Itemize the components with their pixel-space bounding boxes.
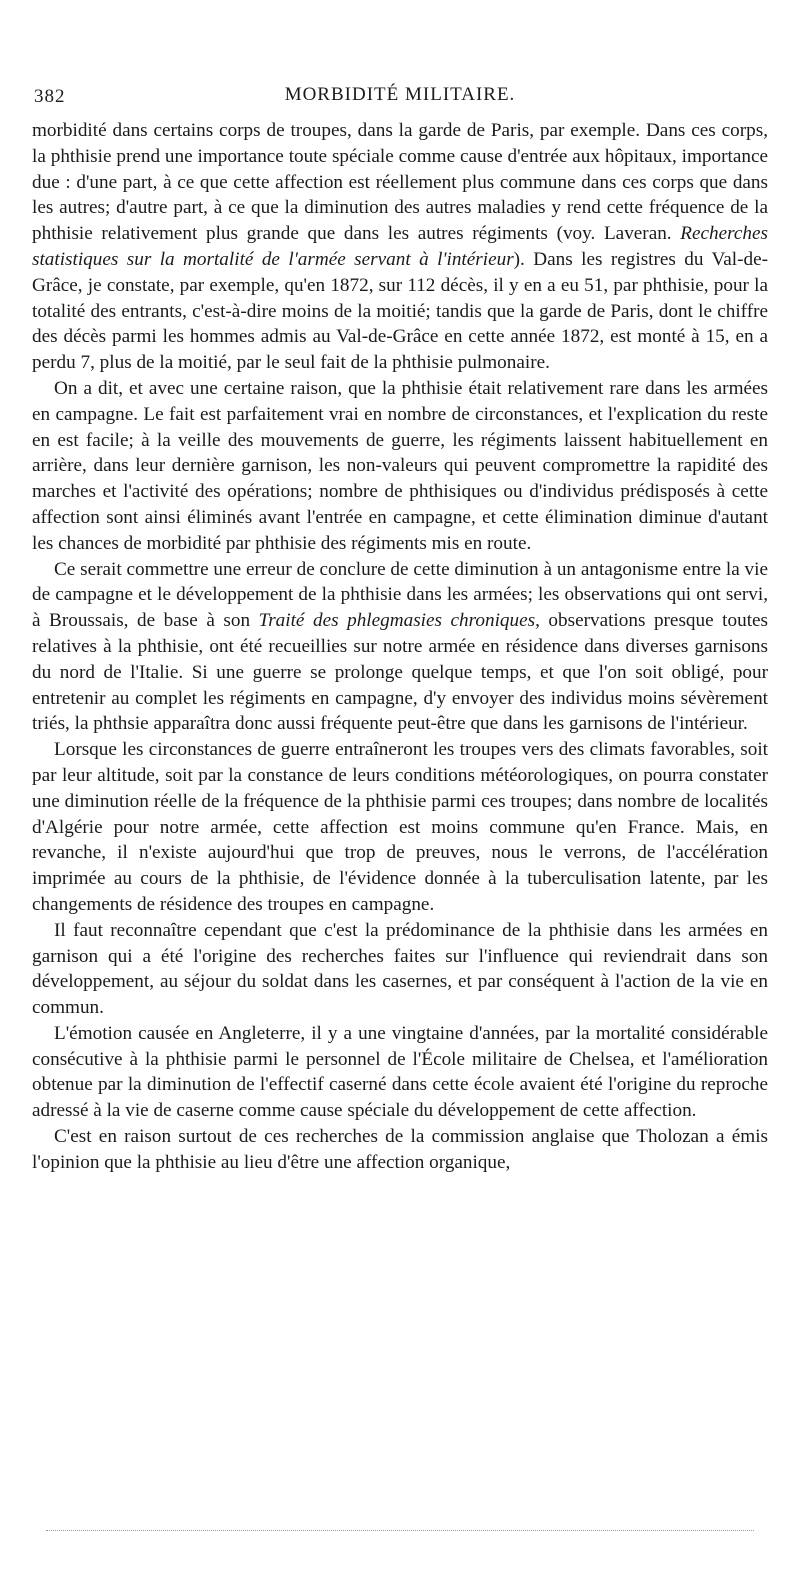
paragraph: L'émotion causée en Angleterre, il y a une vingtaine d'années, par la mortalité considérable consécutive à la phthisie parmi le personnel de l'École militaire de Chelsea, et l'amélioration obtenue par la diminution de l'effectif caserné dans cette école avaient été l'origine du reproche adressé à la vie de caserne comme cause spéciale du développement de cette affection. (32, 1022, 768, 1122)
paragraph: Il faut reconnaître cependant que c'est la prédominance de la phthisie dans les armées en garnison qui a été l'origine des recherches faites sur l'influence qui reviendrait dans son développement, au séjour du soldat dans les casernes, et par conséquent à l'action de la vie en commun. (32, 919, 768, 1019)
paragraph: On a dit, et avec une certaine raison, que la phthisie était relativement rare dans les armées en campagne. Le fait est parfaitement vrai en nombre de circonstances, et l'explication du reste en est facile; à la veille des mouvements de guerre, les régiments laissent habituellement en arrière, dans leur dernière garnison, les non-valeurs qui peuvent compromettre la rapidité des marches et l'activité des opérations; nombre de phthisiques ou d'individus prédisposés à cette affection sont ainsi éliminés avant l'entrée en campagne, et cette élimination diminue d'autant les chances de morbidité par phthisie des régiments mis en route. (32, 377, 768, 554)
paragraph: C'est en raison surtout de ces recherches de la commission anglaise que Tholozan a émis l'opinion que la phthisie au lieu d'être une affection organique, (32, 1126, 768, 1173)
running-title: MORBIDITÉ MILITAIRE. (284, 84, 516, 105)
paragraph: Ce serait commettre une erreur de conclure de cette diminution à un antagonisme entre la vie de campagne et le développement de la phthisie dans les armées; les observations qui ont servi, à Broussais, de base à son Traité des phlegmasies chroniques, observations presque toutes relatives à la phthisie, ont été recueillies sur notre armée en résidence dans diverses garnisons du nord de l'Italie. Si une guerre se prolonge quelque temps, et que l'on soit obligé, pour entretenir au complet les régiments en campagne, d'y envoyer des individus moins sévèrement triés, la phthsie apparaîtra donc aussi fréquente peut-être que dans les garnisons de l'intérieur. (32, 558, 769, 735)
footer-rule (46, 1530, 754, 1531)
page-header (32, 78, 768, 118)
paragraph: morbidité dans certains corps de troupes, dans la garde de Paris, par exemple. Dans ces corps, la phthisie prend une importance toute spéciale comme cause d'entrée aux hôpitaux, importance due : d'une part, à ce que cette affection est réellement plus commune dans ces corps que dans les autres; d'autre part, à ce que la diminution des autres maladies y rend cette fréquence de la phthisie relativement plus grande que dans les autres régiments (voy. Laveran. Recherches statistiques sur la mortalité de l'armée servant à l'intérieur). Dans les registres du Val-de-Grâce, je constate, par exemple, qu'en 1872, sur 112 décès, il y en a eu 51, par phthisie, pour la totalité des entrants, c'est-à-dire moins de la moitié; tandis que la garde de Paris, dont le chiffre des décès parmi les hommes admis au Val-de-Grâce en cette année 1872, est monté à 15, en a perdu 7, plus de la moitié, par le seul fait de la phthisie pulmonaire. (32, 120, 769, 374)
page-number: 382 (34, 86, 66, 107)
book-page (32, 78, 768, 1176)
italic-title: Traité des phlegmasies chroniques (258, 610, 536, 632)
body-text (32, 118, 768, 1176)
paragraph: Lorsque les circonstances de guerre entraîneront les troupes vers des climats favorables, soit par leur altitude, soit par la constance de leurs conditions météorologiques, on pourra constater une diminution réelle de la fréquence de la phthisie parmi ces troupes; dans nombre de localités d'Algérie pour notre armée, cette affection est moins commune qu'en France. Mais, en revanche, il n'existe aujourd'hui que trop de preuves, nous le verrons, de l'accélération imprimée au cours de la phthisie, de l'évidence donnée à la tuberculisation latente, par les changements de résidence des troupes en campagne. (32, 739, 768, 915)
italic-title: Recherches statistiques sur la mortalité de l'armée servant à l'intérieur (32, 223, 768, 270)
